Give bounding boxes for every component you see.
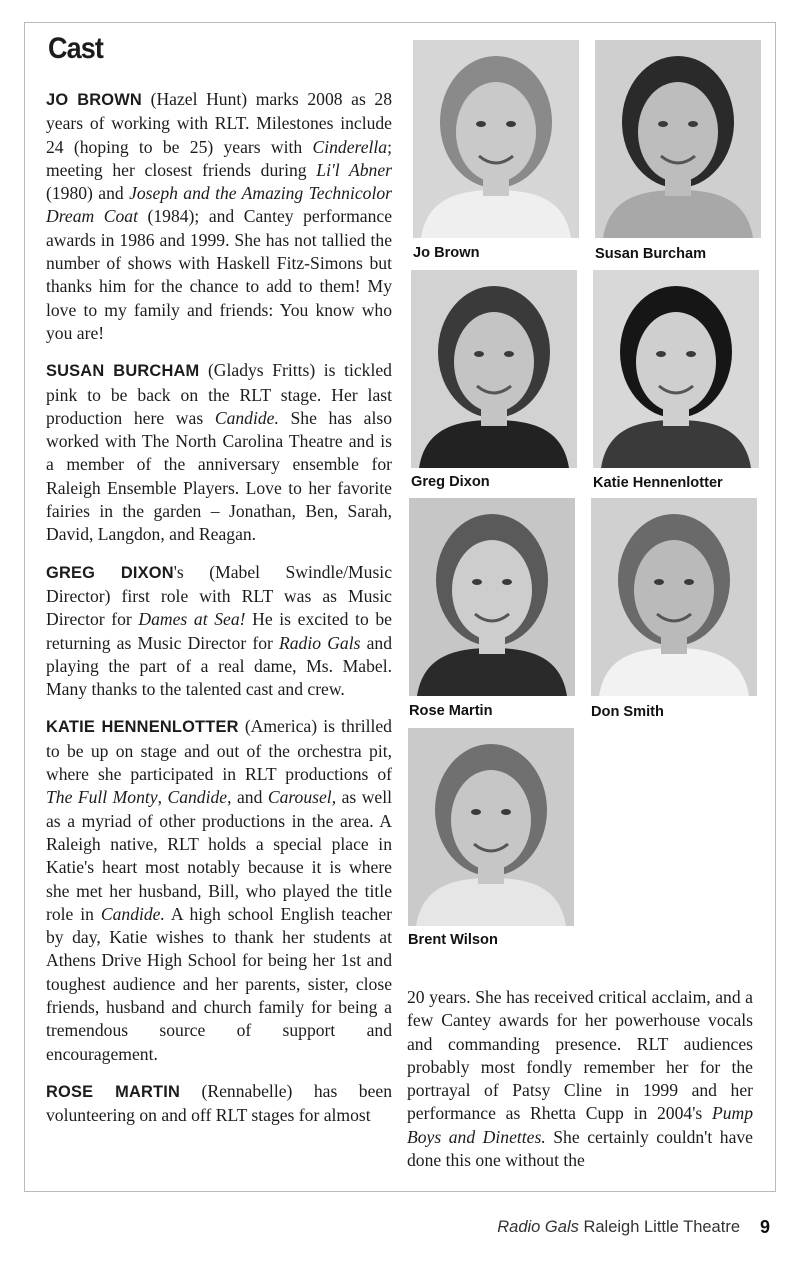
photo-eye-left xyxy=(476,121,486,127)
bio-text: ; meeting her closest friends during xyxy=(46,136,392,180)
bio-text: is thrilled to be up on stage and out of the orchestra pit, where she participated in RLT productions of xyxy=(46,716,392,785)
bio-show-title: Radio Gals xyxy=(279,632,361,653)
bio-show-title: Joseph and the Amazing Technicolor Dream Coat xyxy=(46,183,392,227)
headshot-katie-hennenlotter xyxy=(593,270,759,468)
headshot-don-smith xyxy=(591,498,757,696)
bio-name: JO BROWN xyxy=(46,91,142,109)
caption-katie-hennenlotter: Katie Hennenlotter xyxy=(593,475,723,491)
photo-eye-right xyxy=(688,121,698,127)
photo-eye-right xyxy=(504,351,514,357)
section-title: Cast xyxy=(48,32,103,65)
photo-eye-right xyxy=(686,351,696,357)
bio-text: He is excited to be returning as Music Director for xyxy=(46,609,392,653)
photo-face xyxy=(634,540,714,640)
bios-left-column xyxy=(46,88,392,1127)
caption-greg-dixon: Greg Dixon xyxy=(411,474,490,490)
bio-possessive: 's xyxy=(173,561,184,582)
bio-text: first role with RLT was as Music Director for xyxy=(46,585,392,630)
bio-text: 20 years. She has received critical acclaim, and a few Cantey awards for her powerhouse vocals and commanding presence. RLT audiences probably most fondly remember her for the portrayal of Patsy Cline in 1999 and her performance as Rhetta Cupp in 2004's xyxy=(407,987,753,1124)
bio-text: (1980) and xyxy=(46,183,130,204)
photo-eye-right xyxy=(506,121,516,127)
photo-eye-left xyxy=(472,579,482,585)
headshot-image xyxy=(591,498,757,696)
bio-role: (Hazel Hunt) xyxy=(150,89,248,109)
footer-theatre-name: Raleigh Little Theatre xyxy=(583,1218,740,1236)
bio-text: (1984); and Cantey performance awards in 1986 and 1999. She has not tallied the number of shows with Haskell Fitz-Simons but thanks him for the chance to add to them! My love to my family and friends: You know who you are! xyxy=(46,206,393,343)
bio-text: A high school English teacher by day, Katie wishes to thank her students at Athens Drive High School for being her 1st and toughest audience and her parents, sister, close friends, husband and church family for being a tremendous source of support and encouragement. xyxy=(46,903,392,1064)
bio-show-title: Cinderella xyxy=(312,136,388,157)
photo-eye-left xyxy=(658,121,668,127)
bio-text: and playing the part of a real dame, Ms. Mabel. Many thanks to the talented cast and crew. xyxy=(46,632,392,700)
bio-show-title: Candide. xyxy=(100,903,165,924)
photo-eye-left xyxy=(654,579,664,585)
headshot-image xyxy=(595,40,761,238)
bio-text: , xyxy=(157,787,168,808)
bio-text: , as well as a myriad of other productions in the area. A Raleigh native, RLT holds a special place in Katie's heart most notably because it is where she met her husband, Bill, who played the title role in xyxy=(46,787,392,924)
bio-susan-burcham xyxy=(46,359,392,546)
page-footer xyxy=(497,1218,740,1237)
bio-show-title: Candide xyxy=(167,787,228,808)
headshot-jo-brown xyxy=(413,40,579,238)
bio-name: ROSE MARTIN xyxy=(46,1082,181,1101)
bio-greg-dixon xyxy=(46,561,392,702)
photo-eye-left xyxy=(471,809,481,815)
bio-rose-martin-continued xyxy=(407,986,753,1172)
bio-text: has been volunteering on and off RLT stages for almost xyxy=(46,1080,393,1126)
photo-eye-right xyxy=(502,579,512,585)
bio-text: She certainly couldn't have done this one without the xyxy=(407,1126,753,1171)
bio-jo-brown xyxy=(46,88,392,345)
photo-eye-right xyxy=(501,809,511,815)
bio-katie-hennenlotter xyxy=(46,715,392,1065)
headshot-image xyxy=(408,728,574,926)
headshot-image xyxy=(409,498,575,696)
caption-don-smith: Don Smith xyxy=(591,704,664,720)
headshot-brent-wilson xyxy=(408,728,574,926)
bio-show-title: Carousel xyxy=(267,787,332,808)
bio-show-title: Candide. xyxy=(214,407,279,428)
footer-show-title: Radio Gals xyxy=(497,1218,579,1236)
bio-role: (Mabel Swindle/Music Director) xyxy=(46,561,393,606)
headshot-susan-burcham xyxy=(595,40,761,238)
bio-role: (Rennabelle) xyxy=(201,1080,293,1101)
bio-show-title: Li'l Abner xyxy=(316,159,392,180)
bio-role: (Gladys Fritts) xyxy=(207,360,316,381)
caption-jo-brown: Jo Brown xyxy=(413,245,480,261)
bio-text: marks 2008 as 28 years of working with RLT. Milestones include 24 (hoping to be 25) years with xyxy=(46,89,393,157)
headshot-rose-martin xyxy=(409,498,575,696)
headshot-image xyxy=(411,270,577,468)
photo-face xyxy=(452,540,532,640)
bio-text: She has also worked with The North Carolina Theatre and is a member of the anniversary ensemble for Raleigh Ensemble Players. Love to her favorite fairies in the garden – Jonathan, Ben, Sarah, David, Langdon, and Reagan. xyxy=(46,407,392,545)
bio-show-title: Dames at Sea! xyxy=(138,609,246,630)
photo-eye-left xyxy=(474,351,484,357)
bio-rose-martin xyxy=(46,1080,392,1128)
caption-rose-martin: Rose Martin xyxy=(409,703,493,719)
headshot-greg-dixon xyxy=(411,270,577,468)
page-number: 9 xyxy=(760,1217,771,1237)
bio-text: is tickled pink to be back on the RLT stage. Her last production here was xyxy=(46,360,392,428)
photo-eye-right xyxy=(684,579,694,585)
bio-show-title: The Full Monty xyxy=(46,787,158,808)
headshot-image xyxy=(593,270,759,468)
bio-name: KATIE HENNENLOTTER xyxy=(46,718,239,737)
bios-right-column xyxy=(407,986,753,1172)
bio-name: GREG DIXON xyxy=(46,563,174,582)
photo-face xyxy=(454,312,534,412)
photo-eye-left xyxy=(656,351,666,357)
bio-role: (America) xyxy=(244,716,318,737)
photo-face xyxy=(638,82,718,182)
bio-text: , and xyxy=(227,787,268,808)
bio-show-title: Pump Boys and Dinettes. xyxy=(407,1103,753,1147)
photo-face xyxy=(456,82,536,182)
caption-susan-burcham: Susan Burcham xyxy=(595,246,707,262)
bio-name: SUSAN BURCHAM xyxy=(46,362,200,381)
headshot-image xyxy=(413,40,579,238)
photo-face xyxy=(451,770,531,870)
photo-face xyxy=(636,312,716,412)
caption-brent-wilson: Brent Wilson xyxy=(408,932,498,948)
